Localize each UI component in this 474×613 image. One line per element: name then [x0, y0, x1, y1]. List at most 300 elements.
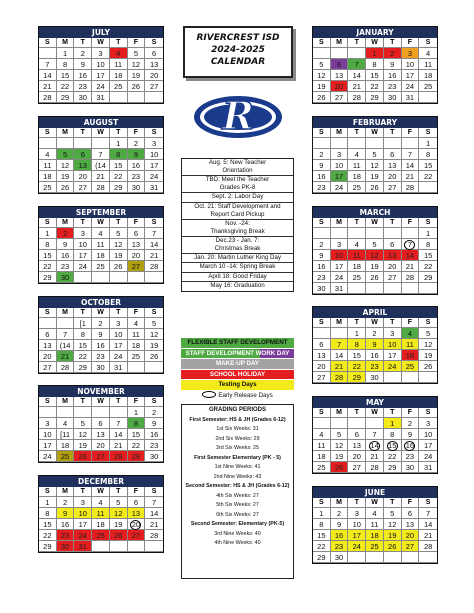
day-cell: 27 [348, 462, 366, 473]
day-cell: 20 [402, 530, 420, 541]
day-cell: 2 [313, 149, 331, 160]
weekday-label: M [331, 408, 349, 418]
day-cell: 9 [366, 339, 384, 350]
day-cell: 18 [402, 350, 420, 361]
day-cell: 8 [39, 508, 57, 519]
event-graduation: May 16: Graduation [210, 282, 265, 289]
grading-sem1-elem: First Semester Elementary (PK - 5) [194, 454, 281, 461]
day-cell [57, 138, 75, 149]
day-cell: 4 [128, 318, 146, 329]
day-cell: 5 [74, 418, 92, 429]
day-cell: 26 [366, 182, 384, 193]
day-cell: 10 [110, 329, 128, 340]
day-cell: 7 [57, 329, 75, 340]
day-cell: 4 [348, 149, 366, 160]
day-cell [366, 418, 384, 429]
weekday-label: F [128, 38, 146, 48]
weekday-label: S [313, 38, 331, 48]
day-cell: 10 [39, 429, 57, 440]
event-line: Report Card Pickup [210, 210, 265, 218]
day-cell: 13 [384, 160, 402, 171]
day-cell: 4 [419, 48, 437, 59]
weekday-label: S [145, 38, 163, 48]
weekday-label: W [92, 487, 110, 497]
day-cell: 28 [331, 372, 349, 383]
day-cell: 11 [92, 508, 110, 519]
legend-early-release [181, 391, 294, 401]
day-cell: 1 [110, 138, 128, 149]
day-cell: 16 [331, 530, 349, 541]
day-cell [402, 138, 420, 149]
grading-entry: 3rd Six Weeks: 25 [216, 445, 259, 451]
day-cell: 18 [92, 250, 110, 261]
day-cell: 17 [110, 340, 128, 351]
day-cell: 23 [402, 451, 420, 462]
month-grid [39, 308, 163, 373]
event-mlk: Jan. 20: Martin Luther King Day [182, 254, 293, 264]
weekday-label: S [39, 397, 57, 407]
day-cell: 6 [348, 429, 366, 440]
weekday-label: M [331, 318, 349, 328]
day-cell: 18 [348, 171, 366, 182]
day-cell: 24 [331, 182, 349, 193]
day-cell: 30 [402, 462, 420, 473]
day-cell: 30 [92, 362, 110, 373]
day-cell: 5 [128, 48, 146, 59]
day-cell: 17 [331, 171, 349, 182]
day-cell: 7 [145, 497, 163, 508]
day-cell: 12 [366, 250, 384, 261]
weekday-label: S [419, 38, 437, 48]
day-cell: 26 [313, 92, 331, 103]
day-cell: 24 [419, 451, 437, 462]
month-june [312, 486, 438, 564]
weekday-label: W [366, 408, 384, 418]
day-cell: 18 [366, 530, 384, 541]
weekday-label: T [110, 38, 128, 48]
day-cell: 1 [419, 138, 437, 149]
day-cell: 25 [110, 81, 128, 92]
day-cell: 18 [39, 171, 57, 182]
day-cell: 27 [384, 182, 402, 193]
day-cell: 27 [402, 541, 420, 552]
day-cell [402, 228, 420, 239]
rivercrest-logo [193, 88, 283, 146]
day-cell: 4 [39, 149, 57, 160]
weekday-label: W [92, 128, 110, 138]
day-cell: 24 [74, 530, 92, 541]
day-cell: 2 [313, 239, 331, 250]
day-cell: 3 [145, 138, 163, 149]
day-cell [402, 239, 420, 250]
day-cell: 1 [348, 328, 366, 339]
day-cell: 25 [313, 462, 331, 473]
day-cell [128, 541, 146, 552]
day-cell: 19 [57, 171, 75, 182]
month-grid [39, 38, 163, 103]
weekday-label: W [366, 498, 384, 508]
day-cell: 22 [128, 440, 146, 451]
day-cell: 19 [110, 250, 128, 261]
day-cell: 8 [419, 239, 437, 250]
weekday-label: T [384, 318, 402, 328]
day-cell: 20 [384, 171, 402, 182]
weekday-label: S [145, 397, 163, 407]
day-cell: 5 [366, 149, 384, 160]
day-cell: 26 [110, 261, 128, 272]
day-cell: 14 [402, 160, 420, 171]
day-cell: 23 [74, 81, 92, 92]
day-cell [92, 407, 110, 418]
weekday-label: S [39, 38, 57, 48]
day-cell: 24 [92, 81, 110, 92]
day-cell [366, 138, 384, 149]
day-cell: 3 [331, 239, 349, 250]
day-cell: 30 [57, 541, 75, 552]
month-september [38, 206, 164, 284]
day-cell [402, 283, 420, 294]
legend-make-up-day: MAKE-UP DAY [181, 359, 294, 369]
early-release-marker: 14 [370, 441, 379, 450]
day-cell: 8 [313, 519, 331, 530]
day-cell [419, 92, 437, 103]
day-cell: 15 [366, 70, 384, 81]
day-cell: 5 [110, 497, 128, 508]
early-release-marker: 20 [131, 520, 141, 529]
day-cell: 17 [331, 261, 349, 272]
day-cell: 21 [145, 519, 163, 530]
grading-entry: 1st Nine Weeks: 41 [214, 464, 261, 470]
day-cell: 3 [74, 497, 92, 508]
day-cell [331, 228, 349, 239]
day-cell: 19 [74, 440, 92, 451]
day-cell: 13 [145, 59, 163, 70]
day-cell: 29 [74, 362, 92, 373]
day-cell [128, 272, 146, 283]
day-cell: 24 [145, 171, 163, 182]
month-grid [313, 318, 437, 383]
day-cell: 1 [39, 228, 57, 239]
day-cell: 13 [92, 429, 110, 440]
day-cell: 29 [348, 372, 366, 383]
day-cell: 27 [128, 530, 146, 541]
day-cell: 31 [402, 92, 420, 103]
weekday-label: S [313, 218, 331, 228]
day-cell: 19 [313, 81, 331, 92]
event-line: Orientation [222, 167, 253, 174]
early-release-marker: 16 [405, 441, 415, 450]
month-may [312, 396, 438, 474]
day-cell: 14 [331, 350, 349, 361]
day-cell: 18 [128, 340, 146, 351]
grading-entry: 2nd Six Weeks: 29 [215, 435, 260, 442]
day-cell: 24 [39, 451, 57, 462]
day-cell: 1 [128, 407, 146, 418]
day-cell: 22 [74, 351, 92, 362]
day-cell: 19 [128, 70, 146, 81]
day-cell: 21 [57, 351, 75, 362]
day-cell: 15 [313, 530, 331, 541]
month-header: MARCH [313, 207, 437, 218]
day-cell [74, 407, 92, 418]
day-cell: 13 [348, 440, 366, 451]
day-cell: 12 [419, 339, 437, 350]
day-cell [110, 272, 128, 283]
day-cell: 25 [128, 351, 146, 362]
weekday-label: F [128, 308, 146, 318]
month-grid [39, 487, 163, 552]
month-grid [313, 408, 437, 473]
day-cell: 28 [92, 182, 110, 193]
day-cell: 25 [92, 530, 110, 541]
day-cell: 20 [145, 70, 163, 81]
day-cell: 26 [331, 462, 349, 473]
grading-entry: 1st Six Weeks: 31 [216, 426, 259, 432]
day-cell: 11 [419, 59, 437, 70]
day-cell: 9 [402, 429, 420, 440]
day-cell [348, 283, 366, 294]
weekday-label: F [128, 397, 146, 407]
weekday-label: T [384, 38, 402, 48]
day-cell [74, 272, 92, 283]
day-cell: 12 [313, 70, 331, 81]
day-cell: 26 [128, 81, 146, 92]
day-cell [145, 92, 163, 103]
weekday-label: T [384, 128, 402, 138]
day-cell: 23 [331, 541, 349, 552]
day-cell: 13 [313, 350, 331, 361]
weekday-label: T [74, 308, 92, 318]
day-cell [348, 552, 366, 563]
day-cell [384, 283, 402, 294]
weekday-label: S [145, 218, 163, 228]
day-cell: [1 [74, 318, 92, 329]
weekday-label: S [313, 128, 331, 138]
day-cell: 9 [331, 519, 349, 530]
day-cell [366, 228, 384, 239]
weekday-label: T [74, 397, 92, 407]
day-cell: 10 [74, 508, 92, 519]
day-cell: 23 [57, 530, 75, 541]
day-cell: 23 [384, 81, 402, 92]
day-cell: 18 [92, 519, 110, 530]
day-cell: 7 [92, 149, 110, 160]
weekday-label: W [92, 38, 110, 48]
day-cell: 18 [313, 451, 331, 462]
weekday-label: M [57, 397, 75, 407]
day-cell [366, 552, 384, 563]
day-cell [313, 48, 331, 59]
month-march [312, 206, 438, 295]
day-cell: 8 [74, 329, 92, 340]
grading-entry: 6th Six Weeks: 27 [216, 511, 259, 518]
day-cell: 2 [145, 407, 163, 418]
day-cell: 18 [419, 70, 437, 81]
day-cell: 22 [57, 81, 75, 92]
day-cell: 6 [128, 497, 146, 508]
day-cell: 20 [39, 351, 57, 362]
day-cell: 2 [366, 328, 384, 339]
day-cell: 13 [402, 519, 420, 530]
weekday-label: T [348, 128, 366, 138]
grading-sem2-elem: Second Semester: Elementary (PK-5) [190, 521, 285, 527]
day-cell: 8 [348, 339, 366, 350]
month-grid [39, 397, 163, 462]
day-cell [419, 372, 437, 383]
day-cell: 1 [366, 48, 384, 59]
day-cell: 9 [145, 418, 163, 429]
weekday-label: S [145, 308, 163, 318]
weekday-label: M [57, 487, 75, 497]
day-cell: 19 [384, 530, 402, 541]
weekday-label: F [128, 487, 146, 497]
day-cell: 28 [57, 362, 75, 373]
weekday-label: T [348, 408, 366, 418]
weekday-label: T [348, 498, 366, 508]
day-cell: 16 [384, 70, 402, 81]
day-cell: 5 [57, 149, 75, 160]
day-cell: 20 [348, 451, 366, 462]
day-cell: 12 [384, 519, 402, 530]
day-cell: 17 [348, 530, 366, 541]
day-cell: 26 [419, 361, 437, 372]
month-header: JUNE [313, 487, 437, 498]
day-cell: 16 [57, 519, 75, 530]
early-release-marker: 15 [388, 441, 397, 450]
day-cell: 28 [110, 451, 128, 462]
day-cell [128, 362, 146, 373]
month-grid [39, 128, 163, 193]
day-cell: 9 [57, 508, 75, 519]
weekday-label: W [366, 128, 384, 138]
day-cell: 3 [39, 418, 57, 429]
day-cell: 8 [366, 59, 384, 70]
day-cell: 10 [92, 59, 110, 70]
day-cell: 11 [39, 160, 57, 171]
day-cell: 17 [39, 440, 57, 451]
weekday-label: T [348, 38, 366, 48]
day-cell: 6 [402, 508, 420, 519]
day-cell [348, 228, 366, 239]
calendar-title-box [183, 26, 293, 78]
day-cell: 6 [92, 418, 110, 429]
day-cell: 28 [348, 92, 366, 103]
day-cell: 7 [145, 228, 163, 239]
weekday-label: S [313, 408, 331, 418]
day-cell: 19 [419, 350, 437, 361]
legend-staff-dev-work-day: STAFF DEVELOPMENT WORK DAY [181, 349, 294, 359]
month-grid [313, 128, 437, 193]
day-cell: 28 [402, 182, 420, 193]
day-cell: 19 [145, 340, 163, 351]
day-cell: 17 [74, 519, 92, 530]
day-cell: 1 [384, 418, 402, 429]
legend-early-release-label: Early Release Days [218, 391, 273, 399]
day-cell: 14 [419, 519, 437, 530]
day-cell: 21 [366, 451, 384, 462]
weekday-label: T [384, 408, 402, 418]
day-cell: 12 [331, 440, 349, 451]
day-cell: 13 [128, 239, 146, 250]
day-cell: 8 [57, 59, 75, 70]
day-cell: 8 [419, 149, 437, 160]
day-cell: 5 [110, 228, 128, 239]
day-cell: 6 [145, 48, 163, 59]
day-cell: 29 [384, 462, 402, 473]
day-cell: 31 [74, 541, 92, 552]
day-cell: 6 [384, 149, 402, 160]
day-cell: 13 [384, 250, 402, 261]
day-cell: 22 [384, 451, 402, 462]
weekday-label: S [313, 318, 331, 328]
day-cell: 12 [128, 59, 146, 70]
early-release-circle-icon [202, 391, 216, 398]
event-christmas [182, 237, 293, 254]
month-header: NOVEMBER [39, 386, 163, 397]
day-cell [39, 318, 57, 329]
day-cell: 8 [110, 149, 128, 160]
day-cell: 13 [128, 508, 146, 519]
weekday-label: M [331, 38, 349, 48]
weekday-label: T [110, 218, 128, 228]
day-cell: 12 [366, 160, 384, 171]
day-cell: 14 [145, 239, 163, 250]
day-cell: 5 [384, 508, 402, 519]
day-cell: 3 [110, 318, 128, 329]
day-cell: 21 [110, 440, 128, 451]
weekday-label: T [384, 218, 402, 228]
day-cell: 4 [366, 508, 384, 519]
day-cell: 15 [39, 250, 57, 261]
day-cell: 21 [92, 171, 110, 182]
day-cell: 7 [348, 59, 366, 70]
day-cell: 22 [419, 261, 437, 272]
event-line: Grades PK-8 [219, 184, 256, 191]
day-cell [348, 48, 366, 59]
weekday-label: W [92, 308, 110, 318]
weekday-label: T [110, 128, 128, 138]
day-cell: 7 [419, 508, 437, 519]
day-cell [331, 418, 349, 429]
day-cell: 14 [348, 70, 366, 81]
day-cell: 27 [39, 362, 57, 373]
calendar-label: CALENDAR [210, 57, 266, 67]
month-grid [313, 218, 437, 294]
month-february [312, 116, 438, 194]
day-cell: 4 [313, 429, 331, 440]
day-cell: 13 [74, 160, 92, 171]
weekday-label: S [145, 487, 163, 497]
weekday-label: T [110, 397, 128, 407]
day-cell: 13 [39, 340, 57, 351]
day-cell [145, 272, 163, 283]
day-cell: 12 [145, 329, 163, 340]
day-cell: 30 [331, 552, 349, 563]
day-cell: 1 [39, 497, 57, 508]
weekday-label: F [128, 128, 146, 138]
day-cell [39, 48, 57, 59]
day-cell: 26 [110, 530, 128, 541]
day-cell: 14 [39, 70, 57, 81]
month-header: DECEMBER [39, 476, 163, 487]
day-cell: 27 [331, 92, 349, 103]
day-cell: 30 [57, 272, 75, 283]
day-cell: 24 [348, 541, 366, 552]
day-cell: 10 [74, 239, 92, 250]
day-cell: 2 [384, 48, 402, 59]
day-cell: 26 [145, 351, 163, 362]
weekday-label: M [331, 128, 349, 138]
